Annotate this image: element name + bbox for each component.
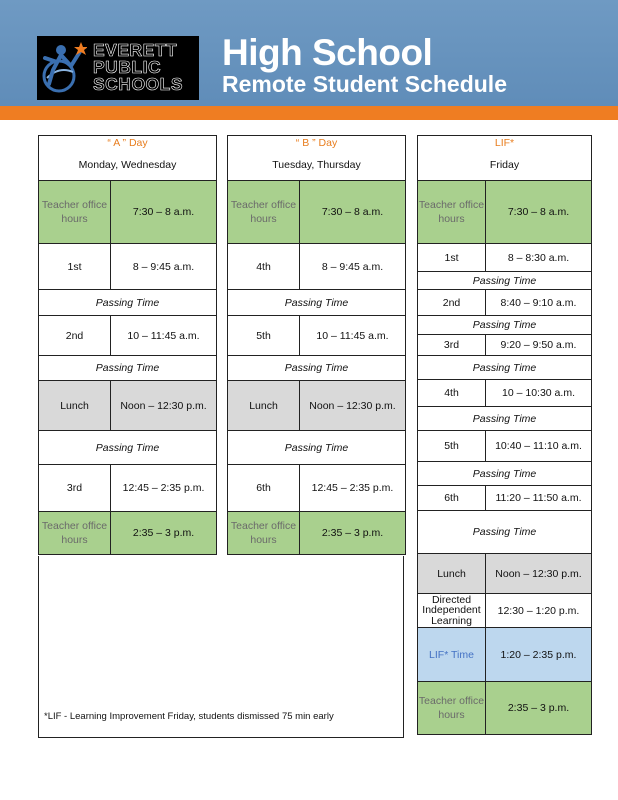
table-row (39, 465, 217, 512)
period-label: Teacher office hours (418, 682, 486, 735)
passing-time-label: Passing Time (418, 316, 592, 335)
time-cell: Noon – 12:30 p.m. (111, 381, 217, 431)
a-day-days: Monday, Wednesday (78, 159, 177, 171)
table-row (228, 244, 406, 290)
footnote: *LIF - Learning Improvement Friday, students dismissed 75 min early (44, 711, 334, 722)
table-row (418, 682, 592, 735)
passing-row (228, 290, 406, 316)
table-row (228, 316, 406, 356)
lif-schedule (417, 135, 592, 735)
time-cell: 12:30 – 1:20 p.m. (486, 594, 592, 628)
table-row (39, 244, 217, 290)
passing-row (418, 272, 592, 290)
period-label: Directed Independent Learning (418, 594, 486, 628)
table-row (418, 290, 592, 316)
period-label: 4th (418, 380, 486, 407)
period-label: 1st (418, 244, 486, 272)
lif-day-days: Friday (489, 159, 520, 171)
time-cell: 9:20 – 9:50 a.m. (486, 335, 592, 356)
period-label: Teacher office hours (39, 512, 111, 555)
time-cell: 12:45 – 2:35 p.m. (111, 465, 217, 512)
lif-header-row (418, 136, 592, 181)
time-cell: 2:35 – 3 p.m. (111, 512, 217, 555)
time-cell: 8 – 9:45 a.m. (300, 244, 406, 290)
logo-line-1: EVERETT (93, 40, 178, 60)
time-cell: 10 – 11:45 a.m. (300, 316, 406, 356)
logo-text (93, 42, 183, 93)
time-cell: 10 – 11:45 a.m. (111, 316, 217, 356)
passing-row (39, 290, 217, 316)
period-label: Teacher office hours (228, 512, 300, 555)
passing-time-label: Passing Time (228, 431, 406, 465)
passing-row (418, 511, 592, 554)
passing-row (418, 407, 592, 431)
b-day-days: Tuesday, Thursday (272, 159, 361, 171)
time-cell: 12:45 – 2:35 p.m. (300, 465, 406, 512)
time-cell: 8:40 – 9:10 a.m. (486, 290, 592, 316)
passing-row (418, 356, 592, 380)
table-row (228, 512, 406, 555)
passing-time-label: Passing Time (418, 407, 592, 431)
period-label: LIF* Time (418, 628, 486, 682)
time-cell: 8 – 9:45 a.m. (111, 244, 217, 290)
table-row (228, 381, 406, 431)
period-label: 1st (39, 244, 111, 290)
table-row (39, 381, 217, 431)
table-row (418, 181, 592, 244)
logo-figure-icon (41, 40, 87, 96)
page-title: High School (222, 32, 433, 73)
time-cell: 11:20 – 11:50 a.m. (486, 486, 592, 511)
period-label: 6th (228, 465, 300, 512)
a-day-name: “ A ” Day (107, 137, 148, 149)
period-label: Lunch (418, 554, 486, 594)
logo-line-2: PUBLIC (93, 57, 162, 77)
period-label: Teacher office hours (228, 181, 300, 244)
period-label: Lunch (39, 381, 111, 431)
period-label: Teacher office hours (39, 181, 111, 244)
time-cell: 2:35 – 3 p.m. (486, 682, 592, 735)
table-row (39, 181, 217, 244)
b-day-schedule (227, 135, 406, 555)
passing-time-label: Passing Time (39, 431, 217, 465)
passing-row (39, 356, 217, 381)
period-label: 4th (228, 244, 300, 290)
passing-time-label: Passing Time (418, 272, 592, 290)
logo-line-3: SCHOOLS (93, 74, 184, 94)
table-row (39, 512, 217, 555)
table-row (228, 465, 406, 512)
period-label: 3rd (39, 465, 111, 512)
period-label: 3rd (418, 335, 486, 356)
passing-time-label: Passing Time (418, 462, 592, 486)
page-subtitle: Remote Student Schedule (222, 71, 507, 97)
time-cell: 7:30 – 8 a.m. (486, 181, 592, 244)
table-row (418, 628, 592, 682)
header-accent-bar (0, 106, 618, 120)
period-label: 5th (418, 431, 486, 462)
table-row (418, 244, 592, 272)
passing-time-label: Passing Time (228, 290, 406, 316)
time-cell: 2:35 – 3 p.m. (300, 512, 406, 555)
table-row (418, 486, 592, 511)
passing-row (39, 431, 217, 465)
period-label: Lunch (228, 381, 300, 431)
table-row (418, 594, 592, 628)
passing-time-label: Passing Time (39, 290, 217, 316)
table-row (418, 431, 592, 462)
table-row (418, 380, 592, 407)
a-day-schedule (38, 135, 217, 555)
passing-time-label: Passing Time (418, 356, 592, 380)
passing-row (418, 316, 592, 335)
table-row (39, 316, 217, 356)
period-label: 5th (228, 316, 300, 356)
period-label: 6th (418, 486, 486, 511)
period-label: Teacher office hours (418, 181, 486, 244)
passing-row (418, 462, 592, 486)
table-row (418, 335, 592, 356)
time-cell: Noon – 12:30 p.m. (486, 554, 592, 594)
time-cell: 7:30 – 8 a.m. (111, 181, 217, 244)
time-cell: 1:20 – 2:35 p.m. (486, 628, 592, 682)
b-day-name: “ B ” Day (295, 137, 338, 149)
time-cell: 8 – 8:30 a.m. (486, 244, 592, 272)
time-cell: 10:40 – 11:10 a.m. (486, 431, 592, 462)
b-day-header-row (228, 136, 406, 181)
time-cell: 10 – 10:30 a.m. (486, 380, 592, 407)
a-day-header-row (39, 136, 217, 181)
period-label: 2nd (39, 316, 111, 356)
passing-time-label: Passing Time (39, 356, 217, 381)
passing-row (228, 356, 406, 381)
district-logo (37, 36, 199, 100)
lif-day-name: LIF* (494, 137, 515, 149)
table-row (418, 554, 592, 594)
time-cell: Noon – 12:30 p.m. (300, 381, 406, 431)
time-cell: 7:30 – 8 a.m. (300, 181, 406, 244)
passing-time-label: Passing Time (228, 356, 406, 381)
passing-time-label: Passing Time (418, 511, 592, 554)
period-label: 2nd (418, 290, 486, 316)
passing-row (228, 431, 406, 465)
table-row (228, 181, 406, 244)
